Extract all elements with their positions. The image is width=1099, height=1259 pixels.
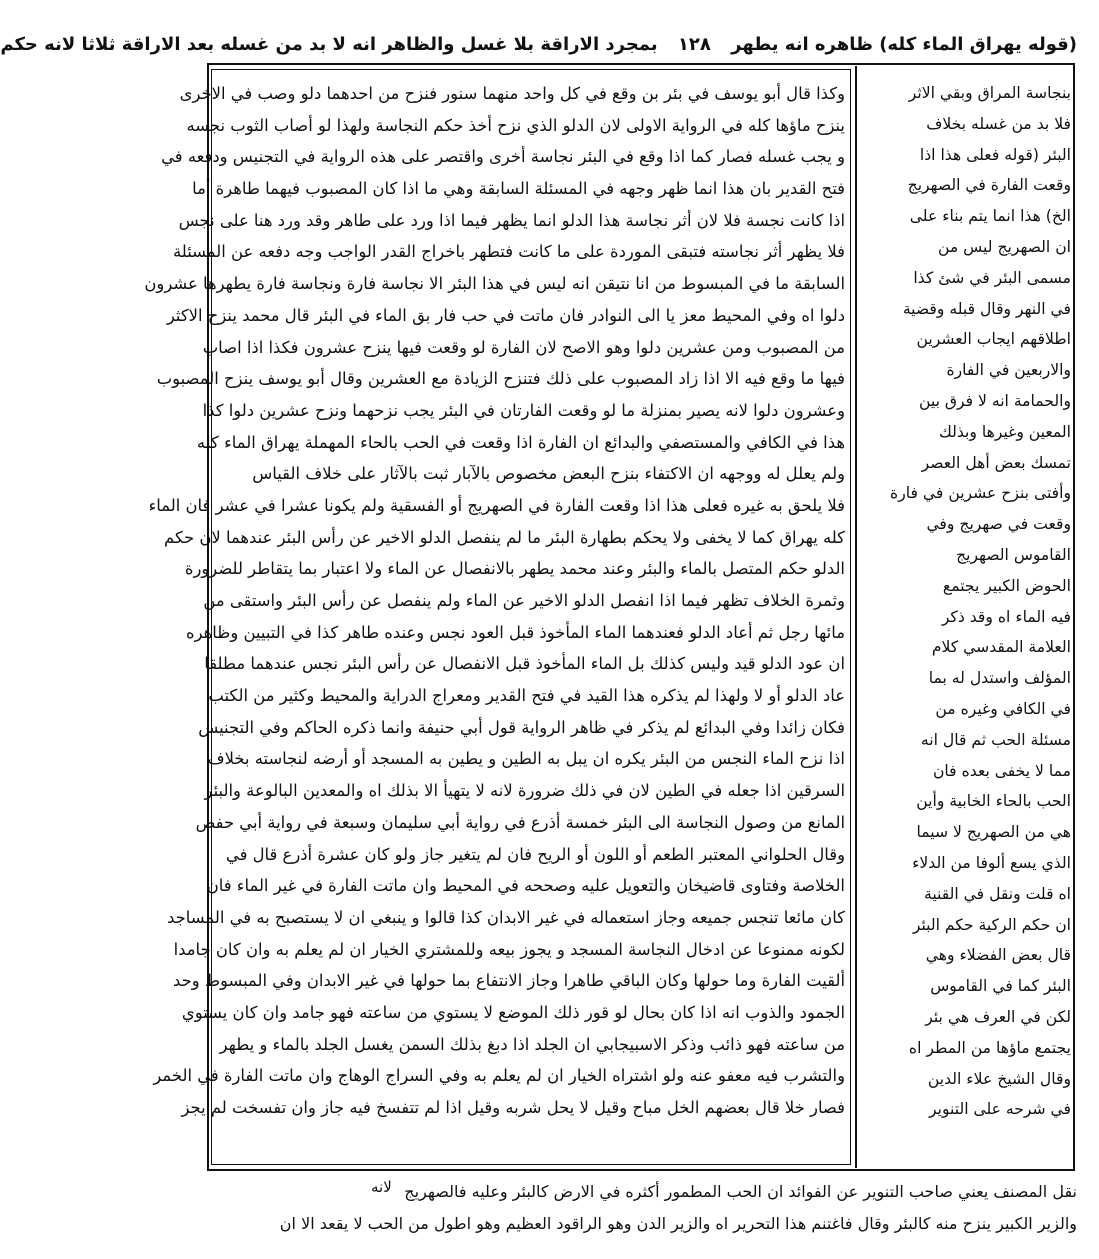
margin-text-line: هي من الصهريج لا سيما [916,823,1071,842]
margin-text-line: ان حكم الركية حكم البئر [912,915,1071,934]
margin-text-line: والاربعين في الفارة [946,361,1071,380]
main-text-line: المانع من وصول النجاسة الى البئر خمسة أذرع في رواية أبي سليمان وسبعة في رواية أبي حفص [195,812,845,832]
footer-text-line: والزير الكبير ينزح منه كالبئر وقال فاغتنم هذا التحرير اه والزير الدن وهو الراقود العظيم وهو اطول من الحب لا يقعد الا ان [279,1214,1077,1233]
footer-text-line: نقل المصنف يعني صاحب التنوير عن الفوائد ان الحب المطمور أكثره في الارض كالبئر وعليه فالصهريج [404,1182,1077,1201]
margin-text-line: فلا بد من غسله بخلاف [926,114,1071,133]
footer-commentary [211,1176,1077,1256]
main-text-column [144,78,845,1158]
main-text-line: كان مائعا تنجس جميعه وجاز استعماله في غير الابدان كذا قالوا و ينبغي ان لا يستصبح به في المساجد [167,907,845,927]
main-text-line: و يجب غسله فصار كما اذا وقع في البئر نجاسة أخرى واقتصر على هذه الرواية في التجنيس ودفعه في [161,147,845,167]
main-text-line: لكونه ممنوعا عن ادخال النجاسة المسجد و يجوز بيعه وللمشتري الخيار ان لم يعلم به وان كان جامدا [173,939,845,959]
margin-text-line: المؤلف واستدل له بما [928,669,1071,688]
footer-note: لانه [371,1178,392,1196]
margin-text-line: يجتمع ماؤها من المطر اه [908,1038,1071,1057]
main-text-line: الجمود والذوب انه اذا كان بحال لو قور ذلك الموضع لا يستوي من ساعته فهو جامد وان كان يستوي [181,1002,845,1022]
main-text-line: فلا يظهر أثر نجاسته فتبقى الموردة على ما كانت فتطهر باخراج القدر الواجب وجه دفعه عن المسئلة [173,242,845,262]
main-text-line: وعشرون دلوا لانه يصير بمنزلة ما لو وقعت الفارتان في البئر يجب نزحهما ونزح عشرين دلوا كذا [202,400,845,420]
margin-text-line: تمسك بعض أهل العصر [921,453,1071,472]
main-text-line: وقال الحلواني المعتبر الطعم أو اللون أو الريح فان لم يتغير جاز ولو كان عشرة أذرع قال في [225,844,845,864]
column-divider [855,66,857,1168]
main-text-line: اذا نزح الماء النجس من البئر يكره ان يبل به الطين و يطين به المسجد أو أرضه لنجاسته بخلاف [207,749,845,769]
margin-text-line: البئر كما في القاموس [930,977,1071,996]
margin-text-line: المعين وغيرها وبذلك [938,422,1071,441]
main-text-line: فصار خلا قال بعضهم الخل مباح وقيل لا يحل شربه وقيل اذا لم تتفسخ فيه جاز وان تفسخت لم يجز [181,1098,845,1117]
main-text-line: عاد الدلو أو لا ولهذا لم يذكره هذا القيد في فتح القدير ومعراج الدراية والمحيط وكثير من الكتب [208,686,845,706]
main-text-line: وكذا قال أبو يوسف في بئر بن وقع في كل واحد منهما سنور فنزح من احدهما دلو وصب في الاخرى [179,84,845,103]
main-text-line: دلوا اه وفي المحيط معز يا الى النوادر فان ماتت في حب فار بق الماء في البئر قال محمد ينزح الاكثر [166,305,845,325]
margin-text-line: وقال الشيخ علاء الدين [927,1069,1071,1088]
margin-text-line: بنجاسة المراق وبقي الاثر [908,84,1071,102]
margin-text-line: في شرحه على التنوير [929,1100,1071,1119]
margin-text-line: اطلاقهم ايجاب العشرين [916,330,1071,349]
main-text-line: فكان زائدا وفي البدائع لم يذكر في ظاهر الرواية قول أبي حنيفة وانما ذكره الحاكم وفي التجنيس [198,717,845,737]
main-text-line: السابقة ما في المبسوط من انا نتيقن انه ليس في هذا البئر الا نجاسة فارة ونجاسة فارة يطهرها عشرون [144,274,845,294]
margin-text-line: مما لا يخفى بعده فان [932,761,1071,780]
margin-text-line: اه قلت ونقل في القنية [923,884,1071,903]
main-text-line: اذا كانت نجسة فلا لان أثر نجاسة هذا الدلو انما يظهر فيما اذا ورد على طاهر وقد ورد هنا على نجس [178,210,845,230]
margin-text-line: العلامة المقدسي كلام [931,638,1071,657]
margin-text-line: لكن في العرف هي بئر [925,1007,1071,1026]
margin-text-line: في النهر وقال قبله وقضية [902,299,1071,318]
main-text-line: الخلاصة وفتاوى قاضيخان والتعويل عليه وصححه في المحيط وان ماتت الفارة في غير الماء فان [206,876,845,896]
margin-text-line: الذي يسع ألوفا من الدلاء [912,853,1071,872]
main-text-line: فلا يلحق به غيره فعلى هذا اذا وقعت الفارة في الصهريج أو الفسقية ولم يكونا عشرا في عشر فان الماء [148,495,845,515]
page-header [0,28,1077,62]
margin-text-line: وقعت الفارة في الصهريج [907,176,1071,195]
margin-text-line: وقعت في صهريج وفي [926,515,1071,534]
main-text-line: مائها رجل ثم أعاد الدلو فعندهما الماء المأخوذ قبل العود نجس وعنده طاهر كذا في التبيين وظاهره [186,622,845,642]
main-text-line: من ساعته فهو ذائب وذكر الاسبيجابي ان الجلد اذا دبغ بذلك السمن يغسل الجلد بالماء و يطهر [219,1034,845,1054]
margin-text-line: فيه الماء اه وقد ذكر [941,607,1071,626]
main-text-line: ألقيت الفارة وما حولها وكان الباقي طاهرا وجاز الانتفاع بما حولها في غير الابدان وفي المبسوط وحد [172,971,845,991]
main-text-line: فتح القدير بان هذا انما ظهر وجهه في المسئلة السابقة وهي ما اذا كان المصبوب فيهما طاهرة أما [192,179,845,199]
main-text-line: والتشرب فيه معفو عنه ولو اشتراه الخيار ان لم يعلم به وفي السراج الوهاج وان ماتت الفارة في الخمر [153,1066,845,1086]
header-left-text: بمجرد الاراقة بلا غسل والظاهر انه لا بد من غسله بعد الاراقة ثلاثا لانه حكم [0,34,658,55]
main-text-line: من المصبوب ومن عشرين دلوا وهو الاصح لان الفارة لو وقعت فيها ينزح عشرون فكذا اذا اصاب [202,337,845,357]
margin-text-line: القاموس الصهريج [956,545,1071,564]
main-text-line: وثمرة الخلاف تظهر فيما اذا انفصل الدلو الاخير عن الماء ولم ينفصل عن رأس البئر واستقى من [203,591,845,610]
main-text-line: ينزح ماؤها كله في الرواية الاولى لان الدلو الذي نزح أخذ حكم النجاسة ولهذا لو أصاب الثوب نجسه [186,115,845,135]
main-text-line: فيها ما وقع فيه الا اذا زاد المصبوب على ذلك فتنزح الزيادة مع العشرين وقال أبو يوسف ينزح المصبوب [156,369,845,389]
margin-text-line: الحب بالحاء الخابية وأين [916,792,1071,811]
margin-text-line: في الكافي وغيره من [935,699,1071,718]
margin-text-line: قال بعض الفضلاء وهي [925,946,1071,965]
margin-text-line: مسمى البئر في شئ كذا [913,268,1071,287]
main-text-line: هذا في الكافي والمستصفي والبدائع ان الفارة اذا وقعت في الحب بالحاء المهملة يهراق الماء كله [196,432,845,452]
margin-text-line: الحوض الكبير يجتمع [942,576,1071,595]
page-number: ١٢٨ [677,34,711,55]
main-text-line: السرقين اذا جعله في الطين لان في ذلك ضرورة لانه لا يتهيأ الا بذلك اه والمعدين البالوعة والبئر [204,781,845,801]
header-right-text: (قوله يهراق الماء كله) ظاهره انه يطهر [731,34,1077,55]
margin-text-line: وأفتى بنزح عشرين في فارة [890,484,1071,503]
margin-text-line: مسئلة الحب ثم قال انه [920,730,1071,749]
main-text-line: كله يهراق كما لا يخفى ولا يحكم بطهارة البئر ما لم ينفصل الدلو الاخير عن رأس البئر عندهما لان حكم [164,527,845,547]
main-text-line: ان عود الدلو قيد وليس كذلك بل الماء المأخوذ قبل الانفصال عن رأس البئر نجس عندهما مطلقا [204,654,845,674]
margin-text-line: ان الصهريج ليس من [937,237,1071,256]
main-text-line: الدلو حكم المتصل بالماء والبئر وعند محمد يطهر بالانفصال عن الماء ولا اعتبار بما يتقاطر للضرورة [184,559,845,579]
margin-text-line: الخ) هذا انما يتم بناء على [909,207,1071,226]
margin-text-line: والحمامة انه لا فرق بين [919,391,1071,410]
main-text-line: ولم يعلل له ووجهه ان الاكتفاء بنزح البعض مخصوص بالآبار ثبت بالآثار على خلاف القياس [252,464,845,484]
margin-text-line: البئر (قوله فعلى هذا اذا [919,145,1071,164]
margin-commentary-column [861,78,1071,1168]
